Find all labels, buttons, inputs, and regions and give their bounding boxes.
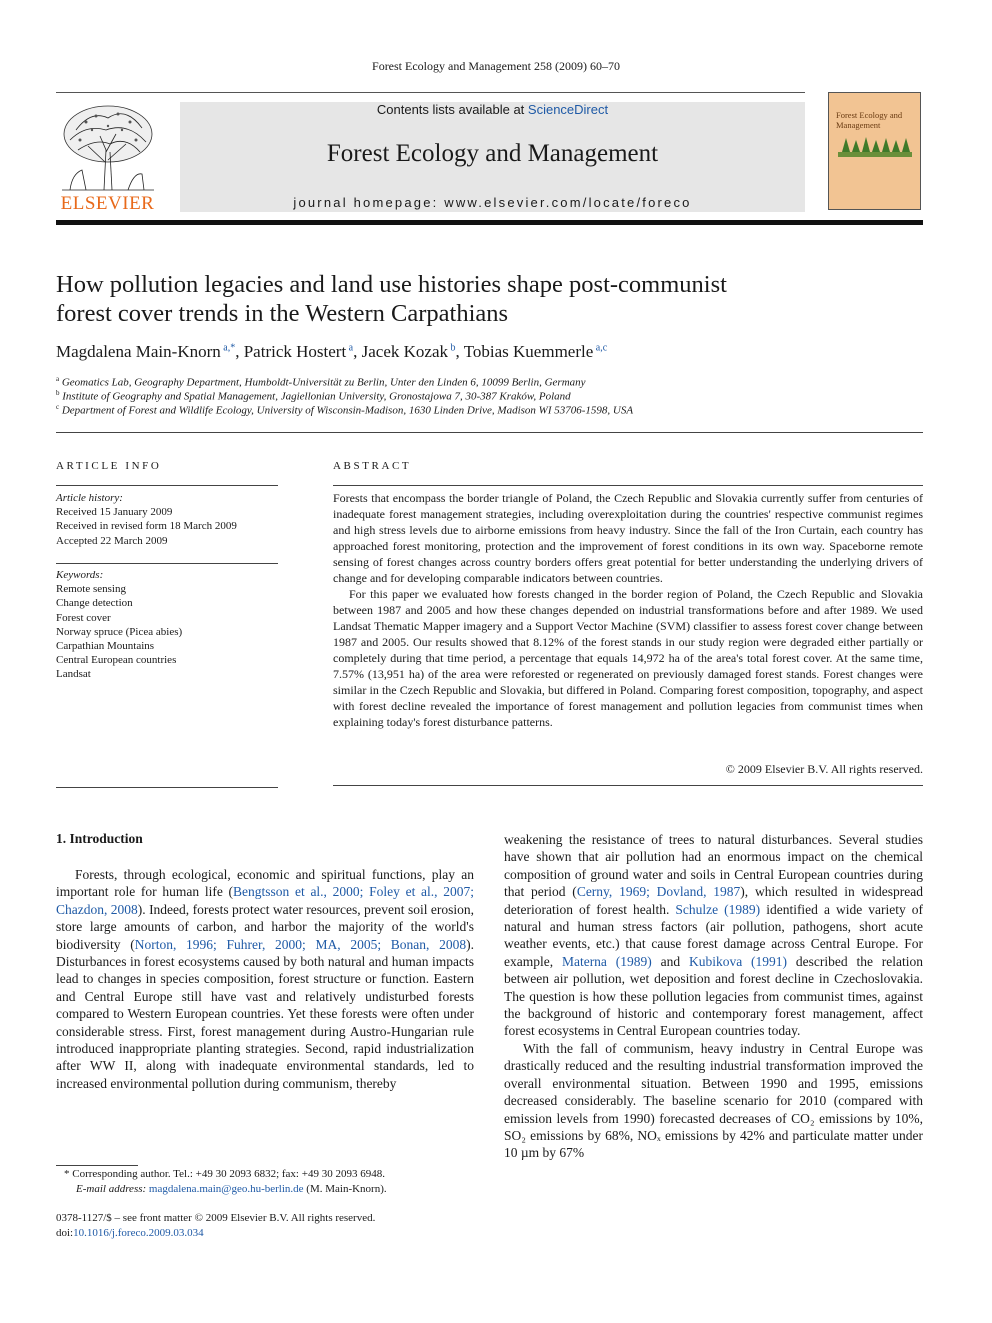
author-affiliation-marker[interactable]: a,* <box>220 342 236 354</box>
front-matter <box>56 1211 476 1241</box>
abstract-body <box>333 490 923 730</box>
author-separator: , <box>455 342 464 361</box>
paragraph-text: weakening the resistance of trees to natural disturbances. Several studies have shown that air pollution had an enormous impact on the chemical composition of ground water and soils in Central European countries during that period ( <box>504 832 923 900</box>
intro-paragraph-3: With the fall of communism, heavy industry in Central Europe was drastically reduced and the resulting industrial transformation improved the overall environmental situation. Between 1990 and 1995, emissions decreased considerably. The baseline scenario for 2010 (compared with emission levels from 1990) forecasted decreases of CO₂ emissions by 10%, SO₂ emissions by 68%, NOₓ emissions by 42% and particulate matter under 10 µm by 67% <box>504 1040 923 1161</box>
affiliation-marker: a <box>56 375 60 383</box>
doi-line <box>56 1226 476 1241</box>
affiliation-rule <box>56 432 923 433</box>
abstract-heading: ABSTRACT <box>333 460 412 472</box>
affiliation-text: Institute of Geography and Spatial Management, Jagiellonian University, Gronostajowa 7, 30-387 Kraków, Poland <box>59 390 571 403</box>
keyword: Forest cover <box>56 611 111 624</box>
article-history <box>56 491 278 548</box>
paragraph-text: ), which resulted in widespread deterioration of forest health. <box>504 884 924 917</box>
issn-line: 0378-1127/$ – see front matter © 2009 Elsevier B.V. All rights reserved. <box>56 1212 376 1224</box>
paragraph-text: Forests, through ecological, economic and spiritual functions, play an important role for human life ( <box>56 867 474 900</box>
journal-title: Forest Ecology and Management <box>326 140 659 167</box>
abstract-bottom-rule <box>333 785 923 786</box>
history-accepted: Accepted 22 March 2009 <box>56 534 168 547</box>
keyword: Central European countries <box>56 654 177 667</box>
affiliation-c <box>56 403 926 417</box>
author-affiliation-marker[interactable]: b <box>448 342 456 354</box>
keyword: Landsat <box>56 668 91 681</box>
author-affiliation-marker[interactable]: a <box>346 342 354 354</box>
sciencedirect-link[interactable]: ScienceDirect <box>527 102 609 117</box>
history-received: Received 15 January 2009 <box>56 506 173 519</box>
author-name: Magdalena Main-Knorn <box>56 342 221 361</box>
article-info-heading: ARTICLE INFO <box>56 460 162 472</box>
keywords-list <box>56 568 278 682</box>
paragraph-text: ). Disturbances in forest ecosystems caused by both natural and human impacts lead to changes in species composition, forest structure or function. Eastern and Central Europe still have vast and relatively undisturbed forests compared to Western European countries. Yet these forests were often under considerable stress. First, forest management during Austro-Hungarian rule introduced inappropriate planting strategies. Second, rapid industrialization after WW II, along with inadequate environmental standards, led to increased environmental pollution during communism, thereby <box>56 936 474 1091</box>
citation-link[interactable]: Bengtsson et al., 2000; Foley et al., 2007; Chazdon, 2008 <box>56 884 474 917</box>
keyword: Norway spruce (Picea abies) <box>56 625 183 638</box>
contents-available <box>180 102 805 117</box>
paragraph-text: described the relation between air pollution, wet deposition and forest decline in Czechoslovakia. The question is how these pollution legacies from communist times, against the background of historic and contemporary forest management, affect forest ecosystems in Central European countries today. <box>504 953 924 1039</box>
history-revised: Received in revised form 18 March 2009 <box>56 520 237 533</box>
journal-citation: Forest Ecology and Management 258 (2009) 60–70 <box>372 59 620 73</box>
affiliation-b <box>56 389 926 403</box>
abstract-paragraph-2: For this paper we evaluated how forests changed in the border region of Poland, the Czech Republic and Slovakia between 1987 and 2005 and how these changes depended on industrial transformations before and after 1989. We used Landsat Thematic Mapper imagery and a Support Vector Machine (SVM) classifier to assess forest cover change between 1987 and 2005. Our results showed that 8.12% of the forest stands in our study region were degraded either partially or completely during that time period, a percentage that equals 14,972 ha of the area's total forest cover. At the same time, 7.57% (13,951 ha) of the area were reforested or regenerated on previously damaged forest stands. Forest changes were similar in the Czech Republic and Slovakia, but differed in Poland. Comparing forest composition, topography, and aspect with forest decline revealed the importance of forest management and pollution legacies from communist times when explaining today's forest disturbance patterns. <box>333 587 923 729</box>
corresponding-author: * Corresponding author. Tel.: +49 30 2093 6832; fax: +49 30 2093 6948. <box>64 1168 385 1180</box>
contents-prefix: Contents lists available at <box>376 102 528 117</box>
article-info-bottom-rule <box>56 787 278 788</box>
email-suffix: (M. Main-Knorn). <box>303 1183 387 1195</box>
keywords-rule <box>56 563 278 564</box>
email-line <box>64 1182 484 1197</box>
article-title-line-1: How pollution legacies and land use histories shape post-communist <box>56 271 727 298</box>
citation-link[interactable]: Cerny, 1969; Dovland, 1987 <box>576 884 741 900</box>
affiliation-marker: b <box>56 389 60 397</box>
paragraph-text: identified a wide variety of natural and human stress factors (air pollution, pathogens, short acute weather events, etc.) that cause forest damage across Central Europe. For example, <box>504 901 923 969</box>
elsevier-wordmark: ELSEVIER <box>60 193 155 214</box>
author-affiliation-marker[interactable]: a,c <box>593 342 608 354</box>
header-top-rule <box>56 92 805 93</box>
abstract-copyright: © 2009 Elsevier B.V. All rights reserved. <box>725 762 923 776</box>
affiliation-text: Department of Forest and Wildlife Ecology, University of Wisconsin-Madison, 1630 Linden Drive, Madison WI 53706-1598, USA <box>59 404 634 417</box>
doi-label: doi: <box>56 1227 74 1239</box>
corresponding-author-note <box>64 1167 484 1197</box>
article-info-rule <box>56 485 278 486</box>
intro-paragraph-1 <box>56 866 474 1092</box>
journal-homepage[interactable]: journal homepage: www.elsevier.com/locate/foreco <box>293 195 692 210</box>
history-label: Article history: <box>56 492 123 504</box>
intro-right-column <box>504 831 923 1162</box>
citation-link[interactable]: Norton, 1996; Fuhrer, 2000; MA, 2005; Bonan, 2008 <box>134 936 467 952</box>
author-name: Tobias Kuemmerle <box>463 342 594 361</box>
affiliation-marker: c <box>56 403 60 411</box>
keyword: Change detection <box>56 597 133 610</box>
affiliation-a <box>56 375 926 389</box>
cover-title: Forest Ecology and Management <box>836 110 903 130</box>
keyword: Carpathian Mountains <box>56 640 155 653</box>
affiliation-text: Geomatics Lab, Geography Department, Humboldt-Universität zu Berlin, Unter den Linden 6, 10099 Berlin, Germany <box>59 376 586 389</box>
author-name: Patrick Hostert <box>243 342 347 361</box>
citation-link[interactable]: Kubikova (1991) <box>688 953 788 969</box>
paragraph-text: and <box>651 953 689 969</box>
abstract-paragraph-1: Forests that encompass the border triangle of Poland, the Czech Republic and Slovakia currently suffer from centuries of inadequate forest management strategies, including overexploitation during the countries' respective communist regimes and high stress levels due to airborne emissions from heavy industry. Since the fall of the Iron Curtain, each country has approached forest monitoring, protection and the improvement of forest conditions in its own way. Spaceborne remote sensing of forest changes across country borders offers great potential for better understanding the underlying drivers of change and for developing comparable indicators between countries. <box>333 491 923 585</box>
keyword: Remote sensing <box>56 583 126 596</box>
doi-link[interactable]: 10.1016/j.foreco.2009.03.034 <box>73 1227 204 1239</box>
author-list <box>56 342 926 362</box>
email-label: E-mail address: <box>76 1183 149 1195</box>
email-link[interactable]: magdalena.main@geo.hu-berlin.de <box>148 1183 304 1195</box>
abstract-rule <box>333 485 923 486</box>
article-title <box>56 270 926 328</box>
author-name: Jacek Kozak <box>361 342 448 361</box>
header-thick-rule <box>56 220 923 225</box>
citation-link[interactable]: Materna (1989) <box>561 953 652 969</box>
intro-paragraph-2 <box>504 831 923 1040</box>
intro-left-column <box>56 866 474 1092</box>
author-separator: , <box>235 342 244 361</box>
elsevier-tree-icon <box>56 100 159 192</box>
article-title-line-2: forest cover trends in the Western Carpathians <box>56 300 509 327</box>
paragraph-text: ). Indeed, forests protect water resources, prevent soil erosion, store large amounts of carbon, and harbor the majority of the world's biodiversity ( <box>56 901 474 952</box>
author-separator: , <box>353 342 362 361</box>
footnote-rule <box>56 1165 138 1166</box>
section-heading-introduction: 1. Introduction <box>56 831 143 846</box>
keywords-label: Keywords: <box>56 569 104 581</box>
cover-trees-icon <box>838 134 912 158</box>
citation-link[interactable]: Schulze (1989) <box>675 901 761 917</box>
